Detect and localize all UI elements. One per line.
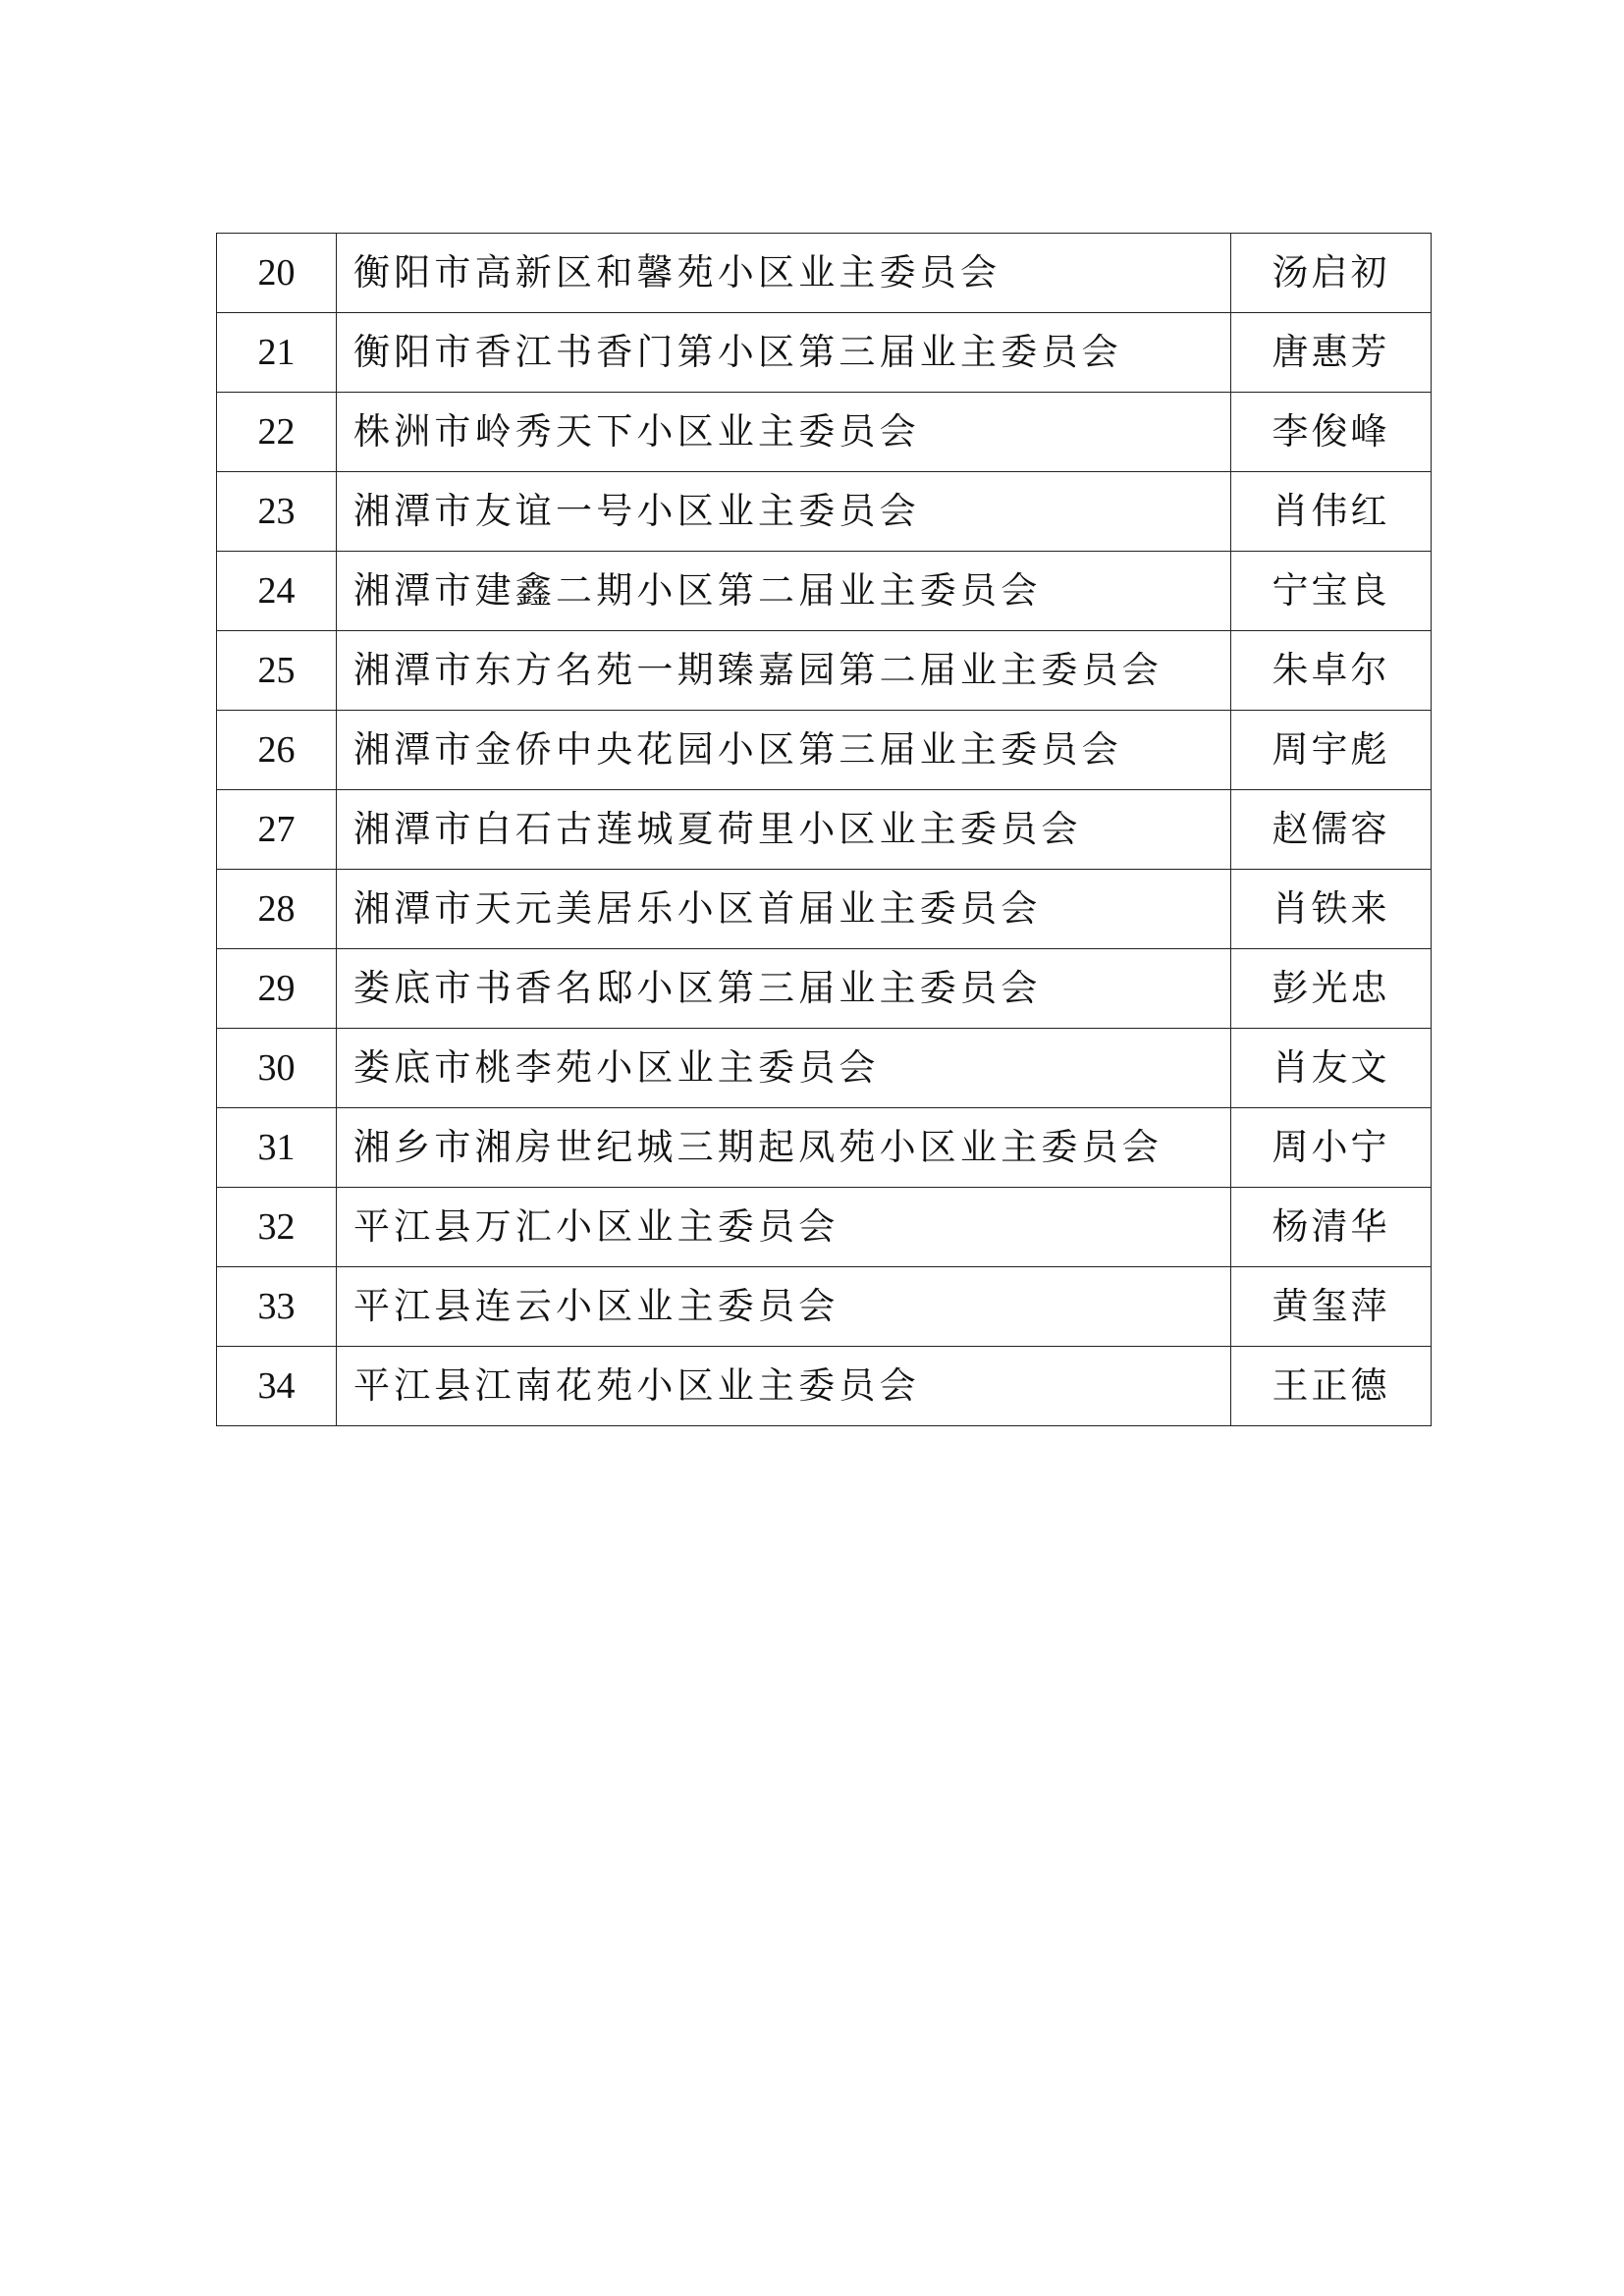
table-row — [217, 234, 1432, 313]
row-number-cell: 26 — [217, 711, 337, 790]
row-number-cell: 22 — [217, 393, 337, 472]
row-number-cell: 20 — [217, 234, 337, 313]
table-row — [217, 1108, 1432, 1188]
person-name-cell: 朱卓尔 — [1231, 631, 1432, 711]
organization-name-cell: 娄底市桃李苑小区业主委员会 — [337, 1029, 1231, 1108]
person-name-cell: 唐惠芳 — [1231, 313, 1432, 393]
table-row — [217, 1029, 1432, 1108]
row-number-cell: 30 — [217, 1029, 337, 1108]
person-name-cell: 李俊峰 — [1231, 393, 1432, 472]
row-number-cell: 28 — [217, 870, 337, 949]
organization-name-cell: 湘潭市建鑫二期小区第二届业主委员会 — [337, 552, 1231, 631]
row-number-cell: 24 — [217, 552, 337, 631]
roster-table-body — [217, 234, 1432, 1426]
table-row — [217, 711, 1432, 790]
person-name-cell: 周宇彪 — [1231, 711, 1432, 790]
person-name-cell: 彭光忠 — [1231, 949, 1432, 1029]
committee-roster-table — [216, 233, 1432, 1426]
row-number-cell: 33 — [217, 1267, 337, 1347]
person-name-cell: 肖友文 — [1231, 1029, 1432, 1108]
person-name-cell: 肖伟红 — [1231, 472, 1432, 552]
table-row — [217, 313, 1432, 393]
table-row — [217, 1188, 1432, 1267]
row-number-cell: 34 — [217, 1347, 337, 1426]
table-row — [217, 1347, 1432, 1426]
table-row — [217, 631, 1432, 711]
row-number-cell: 23 — [217, 472, 337, 552]
person-name-cell: 宁宝良 — [1231, 552, 1432, 631]
person-name-cell: 周小宁 — [1231, 1108, 1432, 1188]
table-row — [217, 552, 1432, 631]
row-number-cell: 25 — [217, 631, 337, 711]
organization-name-cell: 平江县江南花苑小区业主委员会 — [337, 1347, 1231, 1426]
organization-name-cell: 株洲市岭秀天下小区业主委员会 — [337, 393, 1231, 472]
table-row — [217, 393, 1432, 472]
row-number-cell: 29 — [217, 949, 337, 1029]
table-row — [217, 1267, 1432, 1347]
organization-name-cell: 湘潭市东方名苑一期臻嘉园第二届业主委员会 — [337, 631, 1231, 711]
table-row — [217, 870, 1432, 949]
organization-name-cell: 娄底市书香名邸小区第三届业主委员会 — [337, 949, 1231, 1029]
person-name-cell: 汤启初 — [1231, 234, 1432, 313]
organization-name-cell: 衡阳市高新区和馨苑小区业主委员会 — [337, 234, 1231, 313]
organization-name-cell: 湘乡市湘房世纪城三期起凤苑小区业主委员会 — [337, 1108, 1231, 1188]
table-row — [217, 472, 1432, 552]
person-name-cell: 杨清华 — [1231, 1188, 1432, 1267]
organization-name-cell: 平江县万汇小区业主委员会 — [337, 1188, 1231, 1267]
row-number-cell: 27 — [217, 790, 337, 870]
organization-name-cell: 平江县连云小区业主委员会 — [337, 1267, 1231, 1347]
row-number-cell: 32 — [217, 1188, 337, 1267]
organization-name-cell: 湘潭市白石古莲城夏荷里小区业主委员会 — [337, 790, 1231, 870]
person-name-cell: 王正德 — [1231, 1347, 1432, 1426]
organization-name-cell: 湘潭市友谊一号小区业主委员会 — [337, 472, 1231, 552]
organization-name-cell: 湘潭市天元美居乐小区首届业主委员会 — [337, 870, 1231, 949]
organization-name-cell: 衡阳市香江书香门第小区第三届业主委员会 — [337, 313, 1231, 393]
row-number-cell: 31 — [217, 1108, 337, 1188]
organization-name-cell: 湘潭市金侨中央花园小区第三届业主委员会 — [337, 711, 1231, 790]
row-number-cell: 21 — [217, 313, 337, 393]
table-row — [217, 790, 1432, 870]
table-row — [217, 949, 1432, 1029]
person-name-cell: 黄玺萍 — [1231, 1267, 1432, 1347]
person-name-cell: 赵儒容 — [1231, 790, 1432, 870]
person-name-cell: 肖铁来 — [1231, 870, 1432, 949]
